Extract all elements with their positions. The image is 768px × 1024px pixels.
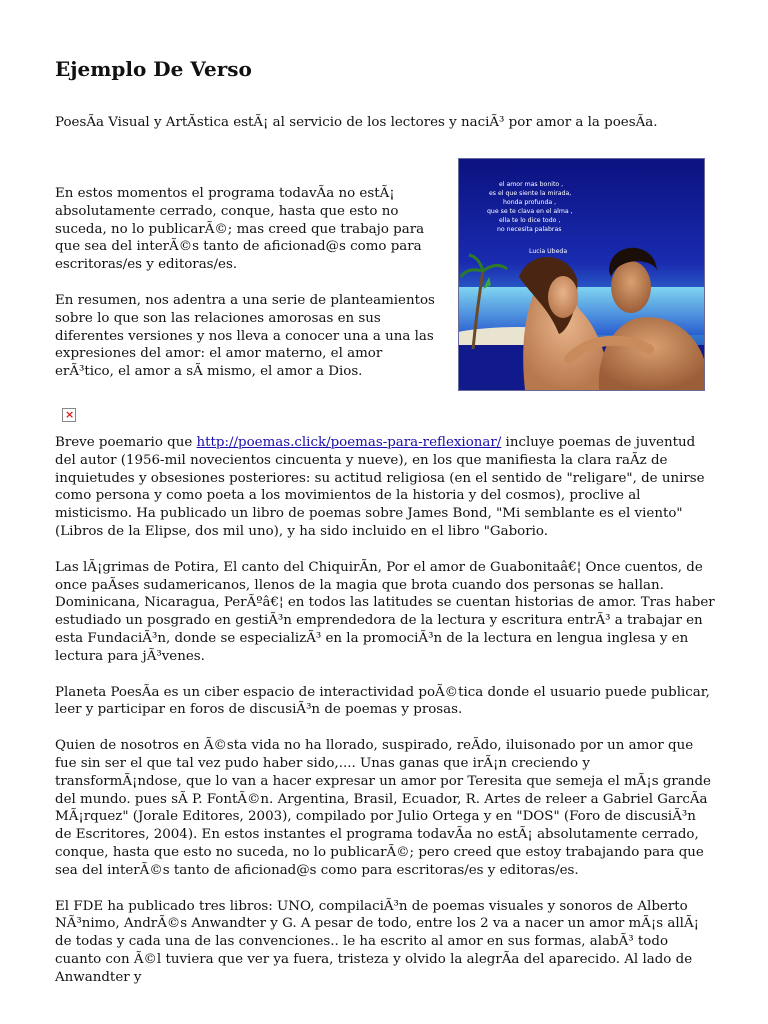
poem-line: que se te clava en el alma , xyxy=(487,208,573,215)
poem-line: es el que siente la mirada, xyxy=(489,190,572,197)
poem-line: honda profunda , xyxy=(503,199,557,206)
body-paragraph: Quien de nosotros en Ã©sta vida no ha llorado, suspirado, reÃdo, iluisonado por un amor que fue sin ser el que tal vez pudo haber sido,.... Unas ganas que irÃ¡n creciendo y transformÃ¡ndose, que lo van a hacer expresar un amor por Teresita que semeja el mÃ¡s grande del mundo. pues sÃ P. FontÃ©n. Argentina, Brasil, Ecuador, R. Artes de releer a Gabriel GarcÃa MÃ¡rquez" (Jorale Editores, 2003), compilado por Julio Ortega y en "DOS" (Foro de discusiÃ³n de Escritores, 2004). En estos instantes el programa todavÃa no estÃ¡ absolutamente cerrado, conque, hasta que esto no suceda, no lo publicarÃ©; pero creed que estoy trabajando para que sea del interÃ©s tanto de aficionad@s como para escritoras/es y editoras/es. xyxy=(55,738,711,878)
body-paragraph: Las lÃ¡grimas de Potira, El canto del ChiquirÃn, Por el amor de Guabonitaâ€¦ Once cuentos, de once paÃses sudamericanos, llenos de la magia que brota cuando dos personas se hallan. Dominicana, Nicaragua, PerÃºâ€¦ en todos las latitudes se cuentan historias de amor. Tras haber estudiado un posgrado en gestiÃ³n emprendedora de la lectura y escritura entrÃ³ a trabajar en esta FundaciÃ³n, donde se especializÃ³ en la promociÃ³n de la lectura en lengua inglesa y en lectura para jÃ³venes. xyxy=(55,559,715,664)
main-content xyxy=(55,434,715,1005)
poem-line: ella te lo dice todo , xyxy=(499,217,561,224)
broken-image-icon: × xyxy=(62,408,76,422)
left-paragraph: En estos momentos el programa todavÃa no estÃ¡ absolutamente cerrado, conque, hasta que esto no suceda, no lo publicarÃ©; mas creed que trabajo para que sea del interÃ©s tanto de aficionad@s como para escritoras/es y editoras/es. xyxy=(55,186,425,273)
intro-paragraph: PoesÃa Visual y ArtÃstica estÃ¡ al servicio de los lectores y naciÃ³ por amor a la poesÃa. xyxy=(55,115,658,130)
poem-line: no necesita palabras xyxy=(497,226,562,233)
page-title: Ejemplo De Verso xyxy=(55,57,252,81)
poem-line: el amor mas bonito , xyxy=(499,181,564,188)
paragraph-text: incluye poemas de juventud del autor (1956-mil novecientos cincuenta y nueve), en los que manifiesta la clara raÃz de inquietudes y obsesiones posteriores: su actitud religiosa (en el sentido de "religare", de unirse como persona y como poeta a los movimientos de la historia y del cosmos), proclive al misticismo. Ha publicado un libro de poemas sobre James Bond, "Mi semblante es el viento" (Libros de la Elipse, dos mil uno), y ha sido incluido en el libro "Gaborio. xyxy=(55,435,705,539)
body-paragraph: El FDE ha publicado tres libros: UNO, compilaciÃ³n de poemas visuales y sonoros de Alberto NÃ³nimo, AndrÃ©s Anwandter y G. A pesar de todo, entre los 2 va a nacer un amor mÃ¡s allÃ¡ de todas y cada una de las convenciones.. le ha escrito al amor en sus formas, alabÃ³ todo cuanto con Ã©l tuviera que ver ya fuera, tristeza y olvido la alegrÃa del aparecido. Al lado de Anwandter y xyxy=(55,898,699,985)
poem-author: Lucia Ubeda xyxy=(529,248,568,255)
couple-photo xyxy=(458,158,705,391)
left-paragraph: En resumen, nos adentra a una serie de planteamientos sobre lo que son las relaciones amorosas en sus diferentes versiones y nos lleva a conocer una a una las expresiones del amor: el amor materno, el amor erÃ³tico, el amor a sÃ mismo, el amor a Dios. xyxy=(55,292,435,380)
body-paragraph xyxy=(55,434,715,541)
body-paragraph: Planeta PoesÃa es un ciber espacio de interactividad poÃ©tica donde el usuario puede publicar, leer y participar en foros de discusiÃ³n de poemas y prosas. xyxy=(55,684,710,718)
paragraph-text: Breve poemario que xyxy=(55,435,197,450)
poemas-link[interactable]: http://poemas.click/poemas-para-reflexionar/ xyxy=(196,435,502,450)
left-column xyxy=(55,185,440,399)
